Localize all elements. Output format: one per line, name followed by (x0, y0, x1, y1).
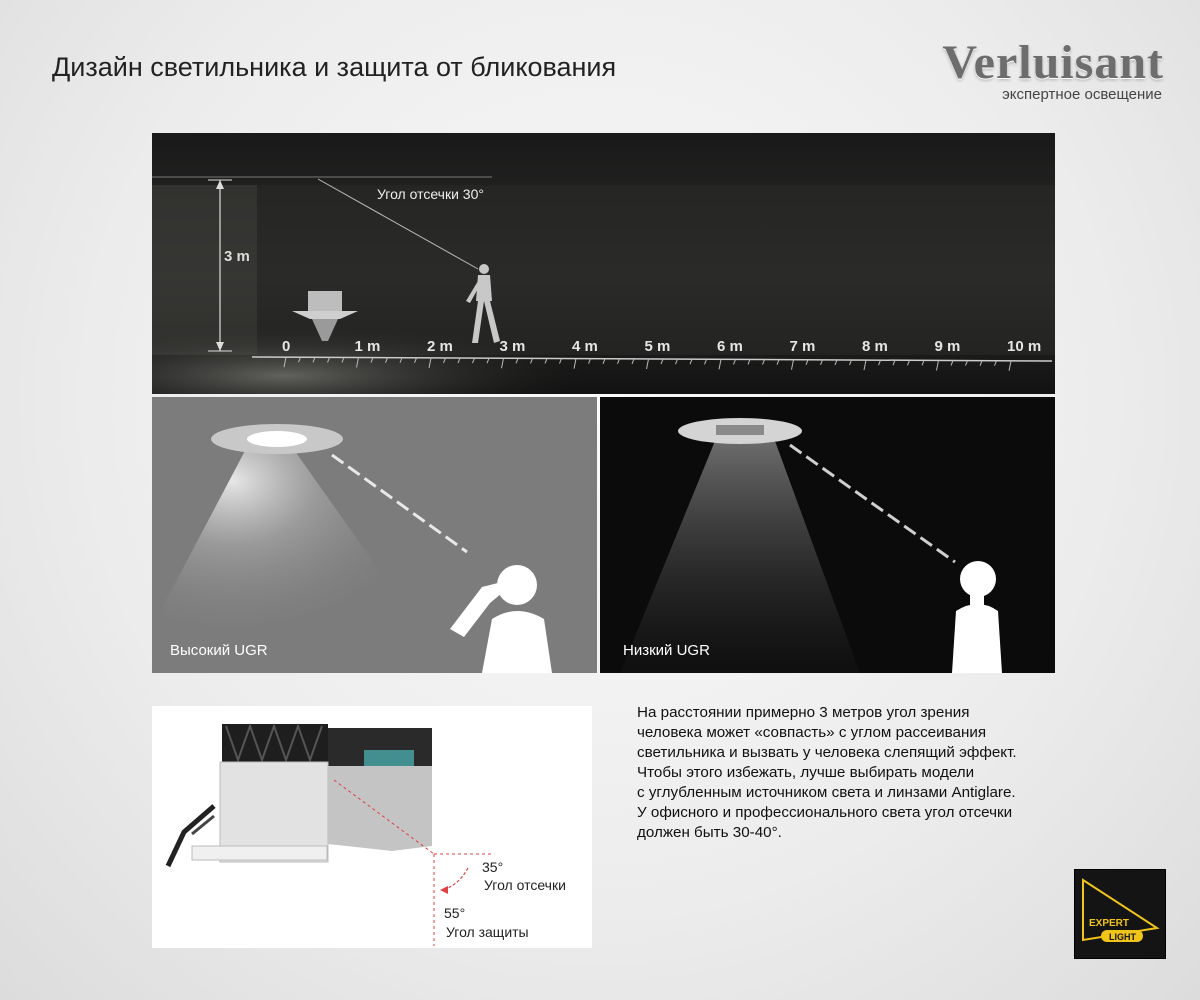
distance-mark: 0 (282, 338, 291, 355)
description-line: должен быть 30-40°. (637, 824, 782, 841)
badge-line-1: EXPERT (1089, 918, 1130, 929)
distance-mark: 9 m (934, 338, 961, 355)
brand-name: Verluisant (942, 36, 1164, 89)
badge-line-2: LIGHT (1109, 932, 1136, 942)
low-ugr-scene (600, 397, 1055, 673)
high-ugr-illustration (152, 397, 597, 673)
description-line: светильника и вызвать у человека слепящий эффект. (637, 744, 1017, 761)
distance-mark: 2 m (427, 338, 453, 355)
brand-tagline: экспертное освещение (1002, 86, 1162, 103)
distance-mark: 3 m (499, 338, 526, 355)
description-line: Чтобы этого избежать, лучше выбирать модели (637, 764, 975, 781)
lamp-diagram (152, 706, 592, 948)
heatsink-icon (222, 724, 328, 764)
high-ugr-scene (152, 397, 597, 673)
low-ugr-caption: Низкий UGR (623, 642, 710, 659)
cutoff-angle-value: 35° (482, 859, 504, 875)
low-ugr-illustration (600, 397, 1055, 673)
cutoff-angle-text: Угол отсечки (484, 877, 566, 893)
distance-mark: 4 m (572, 338, 598, 355)
height-label: 3 m (224, 248, 250, 265)
description-text (637, 703, 1097, 843)
distance-mark: 7 m (789, 338, 816, 355)
description-line: с углубленным источником света и линзами Antiglare. (637, 784, 1016, 801)
expert-light-logo (1075, 870, 1165, 958)
description-line: У офисного и профессионального света угол отсечки (637, 804, 1013, 821)
distance-mark: 8 m (862, 338, 888, 355)
high-ugr-caption: Высокий UGR (170, 642, 268, 659)
distance-mark: 6 m (717, 338, 743, 355)
protection-angle-value: 55° (444, 905, 466, 921)
distance-mark: 5 m (644, 338, 671, 355)
room-scene (152, 133, 1055, 394)
page-title: Дизайн светильника и защита от бликования (52, 52, 617, 82)
room-illustration (152, 133, 1055, 394)
lamp-cross-section (152, 706, 592, 948)
description-line: человека может «совпасть» с углом рассеивания (637, 724, 987, 741)
protection-angle-text: Угол защиты (446, 924, 529, 940)
description-line: На расстоянии примерно 3 метров угол зрения (637, 704, 970, 721)
expert-light-badge (1074, 869, 1166, 959)
distance-mark: 10 m (1007, 338, 1042, 355)
distance-mark: 1 m (354, 338, 381, 355)
brand-logo (880, 34, 1164, 103)
cutoff-angle-label: Угол отсечки 30° (377, 186, 484, 202)
